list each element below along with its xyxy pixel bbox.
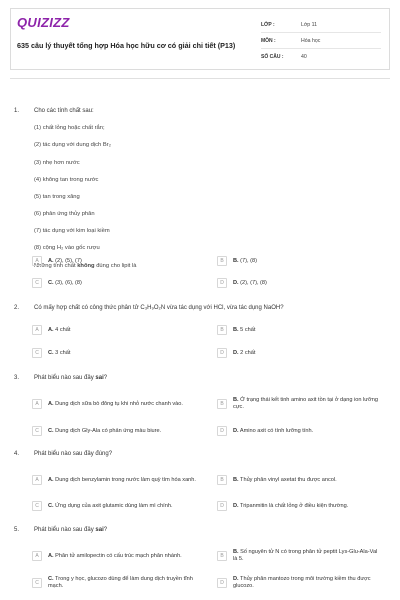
option-letter: D — [217, 278, 227, 288]
options-row — [32, 276, 382, 290]
question-text: Có mấy hợp chất có công thức phân tử C₃H₉O₂N vừa tác dụng với HCl, vừa tác dụng NaOH? — [34, 305, 284, 311]
options-row — [32, 546, 382, 560]
option-letter: B — [217, 325, 227, 335]
meta-row-subject — [261, 33, 381, 49]
option-letter: A — [32, 256, 42, 266]
page-title: 635 câu lý thuyết tổng hợp Hóa học hữu cơ có giải chi tiết (P13) — [17, 41, 236, 50]
option-letter: A — [32, 399, 42, 409]
option-d[interactable]: D D. (2), (7), (8) — [217, 276, 382, 290]
question-prompt: Những tính chất không đúng cho lipit là — [34, 263, 137, 269]
option-letter: A — [32, 325, 42, 335]
question-text: Phát biểu nào sau đây sai? — [34, 375, 108, 381]
option-d[interactable]: D D. Thủy phân mantozo trong môi trường kiềm thu được glucozo. — [217, 573, 382, 593]
option-a[interactable]: A A. Phân tử amilopectin có cấu trúc mạch phân nhánh. — [32, 546, 207, 566]
meta-row-count — [261, 49, 381, 65]
question-text: Cho các tính chất sau: — [34, 108, 94, 114]
option-letter: B — [217, 551, 227, 561]
question-text: Phát biểu nào sau đây đúng? — [34, 451, 113, 457]
option-c[interactable]: C C. Dung dịch Gly-Ala có phản ứng màu biure. — [32, 424, 207, 438]
option-d[interactable]: D D. Tripanmitin là chất lỏng ở điều kiện thường. — [217, 499, 382, 513]
option-letter: D — [217, 426, 227, 436]
statement: (6) phản ứng thủy phân — [34, 211, 95, 217]
meta-row-grade — [261, 17, 381, 33]
option-b[interactable]: B B. Ở trạng thái kết tinh amino axit tồn tại ở dạng ion lưỡng cực. — [217, 394, 382, 414]
options-row — [32, 323, 382, 337]
statement: (8) cộng H₂ vào gốc rượu — [34, 245, 100, 251]
option-letter: C — [32, 348, 42, 358]
statement: (2) tác dụng với dung dịch Br₂ — [34, 142, 111, 148]
meta-value: Hóa học — [301, 37, 321, 44]
question-text: Phát biểu nào sau đây sai? — [34, 527, 108, 533]
meta-key: MÔN : — [261, 37, 276, 44]
options-row — [32, 254, 382, 268]
option-c[interactable]: C C. (3), (6), (8) — [32, 276, 207, 290]
meta-value: Lớp 11 — [301, 21, 317, 28]
meta-key: SỐ CÂU : — [261, 54, 284, 60]
options-row — [32, 573, 382, 587]
meta-key: LỚP : — [261, 21, 275, 28]
options-row — [32, 394, 382, 408]
statement: (4) không tan trong nước — [34, 177, 99, 183]
worksheet-header — [10, 8, 390, 70]
option-letter: C — [32, 426, 42, 436]
option-a[interactable]: A A. (2), (5), (7) — [32, 254, 207, 268]
statement: (3) nhẹ hơn nước — [34, 160, 80, 166]
option-c[interactable]: C C. 3 chất — [32, 346, 207, 360]
header-divider — [10, 78, 390, 79]
question-number: 4. — [14, 451, 20, 457]
option-letter: B — [217, 399, 227, 409]
option-c[interactable]: C C. Trong y học, glucozo dùng để làm dung dịch truyền tĩnh mạch. — [32, 573, 207, 593]
options-row — [32, 470, 382, 484]
question-number: 2. — [14, 305, 20, 311]
options-row — [32, 424, 382, 438]
option-b[interactable]: B B. 5 chất — [217, 323, 382, 337]
option-letter: C — [32, 501, 42, 511]
option-a[interactable]: A A. Dung dịch sữa bò đông tụ khi nhỏ nước chanh vào. — [32, 394, 207, 414]
meta-value: 40 — [301, 54, 307, 60]
question-number: 5. — [14, 527, 20, 533]
option-letter: D — [217, 578, 227, 588]
statement: (5) tan trong xăng — [34, 194, 80, 200]
option-letter: B — [217, 256, 227, 266]
statement: (7) tác dụng với kim loại kiềm — [34, 228, 110, 234]
options-row — [32, 346, 382, 360]
option-letter: D — [217, 348, 227, 358]
option-letter: C — [32, 578, 42, 588]
option-letter: A — [32, 475, 42, 485]
question-number: 1. — [14, 108, 20, 114]
option-a[interactable]: A A. Dung dịch benzylamin trong nước làm quỳ tím hóa xanh. — [32, 470, 207, 490]
option-letter: D — [217, 501, 227, 511]
statement: (1) chất lỏng hoặc chất rắn; — [34, 125, 105, 131]
option-d[interactable]: D D. 2 chất — [217, 346, 382, 360]
question-number: 3. — [14, 375, 20, 381]
option-b[interactable]: B B. Số nguyên tử N có trong phân tử peptit Lys-Glu-Ala-Val là 5. — [217, 546, 382, 566]
option-c[interactable]: C C. Ứng dụng của axit glutamic dùng làm mì chính. — [32, 499, 207, 513]
option-d[interactable]: D D. Amino axit có tính lưỡng tính. — [217, 424, 382, 438]
options-row — [32, 499, 382, 513]
option-letter: A — [32, 551, 42, 561]
quizizz-logo: QUIZIZZ — [17, 15, 70, 30]
option-letter: B — [217, 475, 227, 485]
meta-table — [261, 17, 381, 65]
option-a[interactable]: A A. 4 chất — [32, 323, 207, 337]
option-letter: C — [32, 278, 42, 288]
option-b[interactable]: B B. Thủy phân vinyl axetat thu được ancol. — [217, 470, 382, 490]
option-b[interactable]: B B. (7), (8) — [217, 254, 382, 268]
